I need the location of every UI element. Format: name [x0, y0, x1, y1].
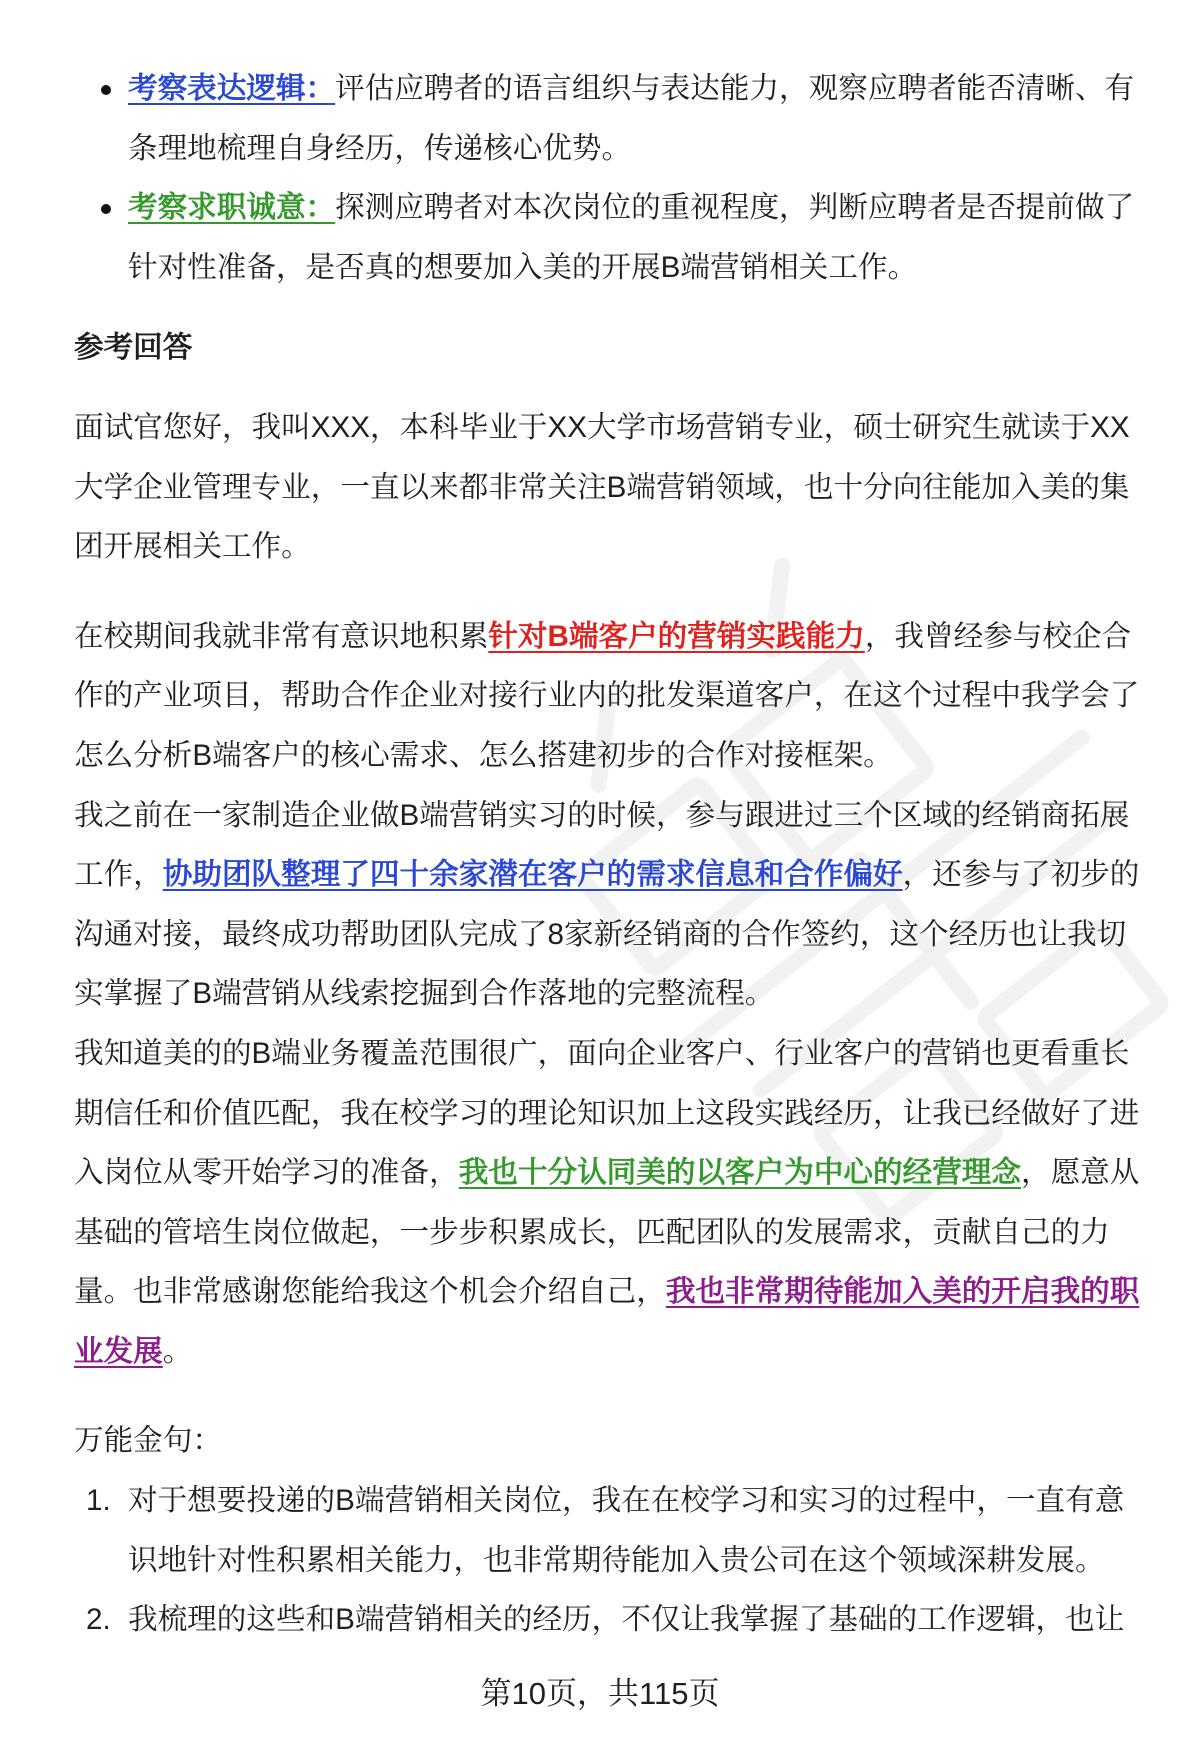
bullet-dot [101, 85, 111, 95]
paragraph-text: 我之前在一家制造企业做B端营销实习的时候，参与跟进过三个区域的经销商拓展工作， [74, 798, 1130, 892]
answer-paragraph-school [74, 607, 1148, 786]
answer-paragraph-motivation [74, 1024, 1148, 1382]
answer-paragraph-intro: 面试官您好，我叫XXX，本科毕业于XX大学市场营销专业，硕士研究生就读于XX大学企业管理专业，一直以来都非常关注B端营销领域，也十分向往能加入美的集团开展相关工作。 [74, 410, 1130, 564]
list-item-text: 对于想要投递的B端营销相关岗位，我在在校学习和实习的过程中，一直有意识地针对性积累相关能力，也非常期待能加入贵公司在这个领域深耕发展。 [128, 1484, 1125, 1577]
highlight-text: 我也十分认同美的以客户为中心的经营理念 [458, 1156, 1021, 1190]
golden-sentences-list [74, 1471, 1148, 1650]
criteria-text: 评估应聘者的语言组织与表达能力，观察应聘者能否清晰、有条理地梳理自身经历，传递核心优势。 [128, 72, 1135, 165]
paragraph-text: ，愿意从基础的管培生岗位做起，一步步积累成长，匹配团队的发展需求，贡献自己的力量。也非常感谢您能给我这个机会介绍自己， [74, 1156, 1140, 1309]
list-number: 1. [86, 1484, 111, 1518]
criteria-text: 探测应聘者对本次岗位的重视程度，判断应聘者是否提前做了针对性准备，是否真的想要加入美的开展B端营销相关工作。 [128, 191, 1135, 284]
paragraph-text: 我知道美的的B端业务覆盖范围很广，面向企业客户、行业客户的营销也更看重长期信任和价值匹配，我在校学习的理论知识加上这段实践经历，让我已经做好了进入岗位从零开始学习的准备， [74, 1036, 1140, 1190]
reference-answer-heading: 参考回答 [74, 331, 193, 365]
highlight-text: 我也非常期待能加入美的开启我的职业发展 [74, 1275, 1140, 1368]
bullet-dot [101, 204, 111, 214]
criteria-label: 考察求职诚意： [128, 191, 336, 225]
list-item [74, 1590, 1148, 1650]
paragraph-text: 在校期间我就非常有意识地积累 [74, 619, 489, 653]
page-number-footer: 第10页，共115页 [480, 1676, 720, 1711]
list-item [74, 1471, 1148, 1590]
paragraph-text: ，我曾经参与校企合作的产业项目，帮助合作企业对接行业内的批发渠道客户，在这个过程中我学会了怎么分析B端客户的核心需求、怎么搭建初步的合作对接框架。 [74, 619, 1140, 772]
golden-sentences-heading: 万能金句： [74, 1424, 222, 1458]
answer-paragraph-internship [74, 786, 1148, 1024]
paragraph-text: ，还参与了初步的沟通对接，最终成功帮助团队完成了8家新经销商的合作签约，这个经历也让我切实掌握了B端营销从线索挖掘到合作落地的完整流程。 [74, 858, 1140, 1011]
criteria-item-job-sincerity [74, 178, 1148, 297]
criteria-item-expression-logic [74, 59, 1148, 178]
list-number: 2. [86, 1603, 111, 1637]
paragraph-text: 。 [162, 1334, 193, 1368]
page-content [74, 0, 1148, 1681]
highlight-text: 针对B端客户的营销实践能力 [488, 619, 865, 653]
criteria-label: 考察表达逻辑： [128, 72, 336, 105]
list-item-text: 我梳理的这些和B端营销相关的经历，不仅让我掌握了基础的工作逻辑，也让 [128, 1603, 1125, 1637]
assessment-criteria-list [74, 59, 1148, 297]
highlight-text: 协助团队整理了四十余家潜在客户的需求信息和合作偏好 [162, 858, 903, 892]
